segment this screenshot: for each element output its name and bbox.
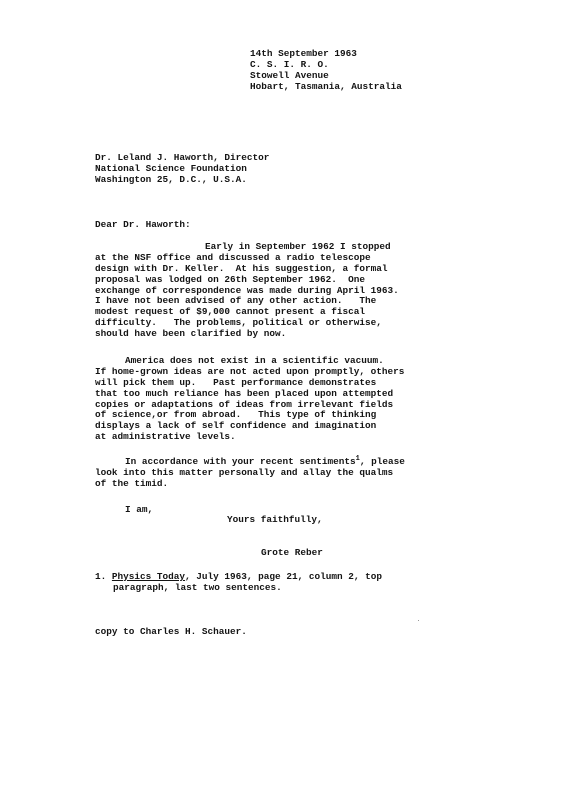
recipient-line: National Science Foundation	[95, 162, 247, 174]
address-line: C. S. I. R. O.	[250, 58, 329, 70]
copy-note-text: copy to Charles H. Schauer.	[95, 626, 247, 637]
scan-speck	[418, 620, 419, 621]
paragraph-3	[95, 457, 405, 490]
footnote-journal-title: Physics Today	[111, 571, 186, 582]
signature-name	[261, 548, 323, 559]
footnote-marker: 1	[355, 455, 360, 463]
footnote-number: 1.	[95, 571, 107, 582]
date-line: 14th September 1963	[250, 48, 357, 59]
paragraph-line: design with Dr. Keller. At his suggestion, a formal	[95, 262, 388, 274]
paragraph-line: that too much reliance has been placed upon attempted	[95, 387, 394, 399]
paragraph-first-line-end: , please	[359, 456, 405, 467]
footnote-citation: , July 1963, page 21, column 2, top	[185, 571, 382, 582]
paragraph-first-line: America does not exist in a scientific vacuum.	[125, 355, 384, 366]
paragraph-line: difficulty. The problems, political or otherwise,	[95, 317, 382, 329]
recipient-line: Washington 25, D.C., U.S.A.	[95, 173, 247, 185]
paragraph-line: should have been clarified by now.	[95, 328, 287, 340]
closing-yours-faithfully	[227, 515, 323, 526]
paragraph-line: of the timid.	[95, 477, 169, 489]
closing-yours-text: Yours faithfully,	[227, 514, 323, 525]
paragraph-first-line: In accordance with your recent sentiments	[125, 456, 356, 467]
paragraph-line: at administrative levels.	[95, 431, 236, 443]
paragraph-line: modest request of $9,000 cannot present a fiscal	[95, 306, 366, 318]
recipient-address	[95, 153, 269, 186]
footnote	[95, 572, 382, 594]
paragraph-line: If home-grown ideas are not acted upon promptly, others	[95, 365, 405, 377]
paragraph-line: will pick them up. Past performance demonstrates	[95, 376, 377, 388]
sender-address	[250, 49, 402, 93]
paragraph-2	[95, 356, 404, 443]
paragraph-line: copies or adaptations of ideas from irrelevant fields	[95, 398, 394, 410]
paragraph-line: at the NSF office and discussed a radio telescope	[95, 251, 371, 263]
paragraph-line: exchange of correspondence was made during April 1963.	[95, 284, 399, 296]
address-line: Hobart, Tasmania, Australia	[250, 80, 402, 92]
paragraph-line: look into this matter personally and allay the qualms	[95, 466, 394, 478]
paragraph-1	[95, 242, 399, 340]
recipient-line: Dr. Leland J. Haworth, Director	[95, 152, 270, 163]
address-line: Stowell Avenue	[250, 69, 329, 81]
closing-i-am-text: I am,	[125, 504, 154, 515]
paragraph-line: displays a lack of self confidence and imagination	[95, 420, 377, 432]
paragraph-first-line: Early in September 1962 I stopped	[205, 241, 391, 252]
copy-note	[95, 627, 247, 638]
paragraph-line: proposal was lodged on 26th September 1962. One	[95, 273, 366, 285]
paragraph-line: I have not been advised of any other action. The	[95, 295, 377, 307]
paragraph-line: of science,or from abroad. This type of thinking	[95, 409, 377, 421]
signature-text: Grote Reber	[261, 547, 323, 558]
footnote-citation-continued: paragraph, last two sentences.	[113, 581, 282, 593]
closing-i-am	[125, 505, 153, 516]
salutation-text: Dear Dr. Haworth:	[95, 219, 191, 230]
footnote-line	[95, 583, 382, 594]
salutation	[95, 220, 191, 231]
